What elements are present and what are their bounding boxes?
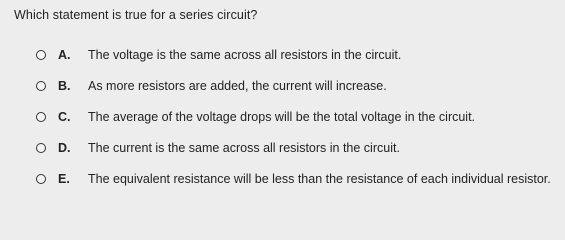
- option-letter: C.: [58, 109, 71, 124]
- option-d[interactable]: [36, 140, 561, 155]
- radio-button-icon[interactable]: [36, 50, 46, 60]
- option-text: The average of the voltage drops will be the total voltage in the circuit.: [88, 109, 476, 124]
- radio-button-icon[interactable]: [36, 174, 46, 184]
- option-letter: A.: [58, 47, 71, 62]
- option-text: The current is the same across all resistors in the circuit.: [88, 140, 400, 155]
- option-c[interactable]: [36, 109, 561, 124]
- option-letter: D.: [58, 140, 71, 155]
- option-b[interactable]: [36, 78, 561, 93]
- radio-button-icon[interactable]: [36, 143, 46, 153]
- option-letter: B.: [58, 78, 71, 93]
- option-text: The voltage is the same across all resistors in the circuit.: [88, 47, 402, 62]
- option-text: As more resistors are added, the current will increase.: [88, 78, 387, 93]
- radio-button-icon[interactable]: [36, 112, 46, 122]
- question-text: Which statement is true for a series circuit?: [14, 8, 258, 22]
- radio-button-icon[interactable]: [36, 81, 46, 91]
- option-e[interactable]: [36, 171, 561, 186]
- answer-options: [36, 47, 561, 202]
- option-text: The equivalent resistance will be less than the resistance of each individual resistor.: [88, 171, 551, 186]
- option-letter: E.: [58, 171, 70, 186]
- option-a[interactable]: [36, 47, 561, 62]
